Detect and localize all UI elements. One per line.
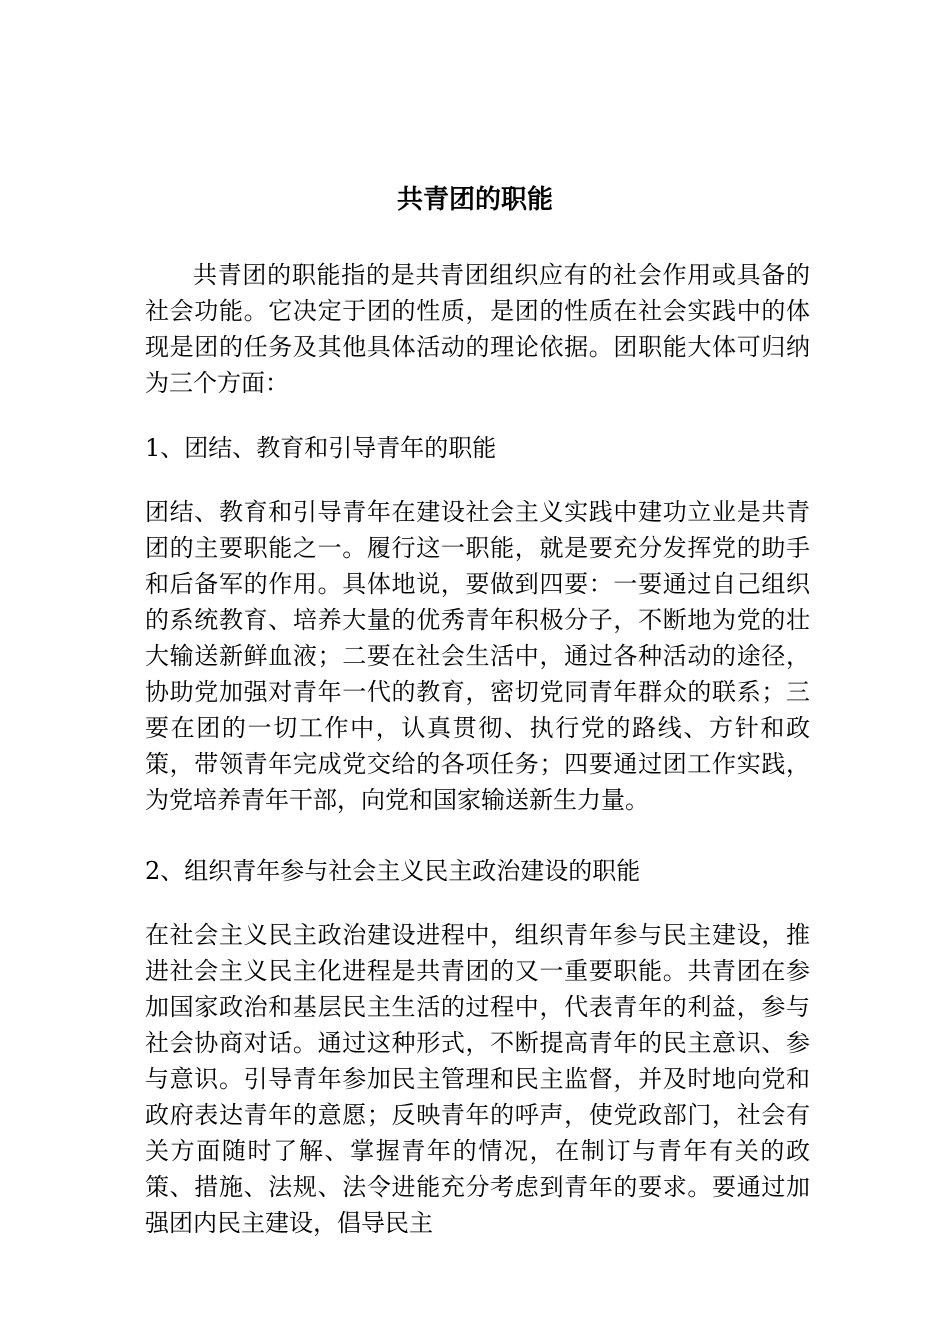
section-2-paragraph: 在社会主义民主政治建设进程中，组织青年参与民主建设，推进社会主义民主化进程是共青团的又一重要职能。共青团在参加国家政治和基层民主生活的过程中，代表青年的利益，参与社会协商对话。通过这种形式，不断提高青年的民主意识、参与意识。引导青年参加民主管理和民主监督，并及时地向党和政府表达青年的意愿；反映青年的呼声，使党政部门，社会有关方面随时了解、掌握青年的情况，在制订与青年有关的政策、措施、法规、法令进能充分考虑到青年的要求。要通过加强团内民主建设，倡导民主 <box>145 921 810 1237</box>
section-1-paragraph: 团结、教育和引导青年在建设社会主义实践中建功立业是共青团的主要职能之一。履行这一职能，就是要充分发挥党的助手和后备军的作用。具体地说，要做到四要：一要通过自己组织的系统教育、培养大量的优秀青年积极分子，不断地为党的壮大输送新鲜血液；二要在社会生活中，通过各种活动的途径，协助党加强对青年一代的教育，密切党同青年群众的联系；三要在团的一切工作中，认真贯彻、执行党的路线、方针和政策，带领青年完成党交给的各项任务；四要通过团工作实践，为党培养青年干部，向党和国家输送新生力量。 <box>145 498 810 814</box>
section-2-heading: 2、组织青年参与社会主义民主政治建设的职能 <box>145 857 641 885</box>
document-title: 共青团的职能 <box>396 185 553 215</box>
intro-paragraph: 共青团的职能指的是共青团组织应有的社会作用或具备的社会功能。它决定于团的性质，是团的性质在社会实践中的体现是团的任务及其他具体活动的理论依据。团职能大体可归纳为三个方面： <box>145 261 810 397</box>
section-1-heading: 1、团结、教育和引导青年的职能 <box>145 434 497 462</box>
